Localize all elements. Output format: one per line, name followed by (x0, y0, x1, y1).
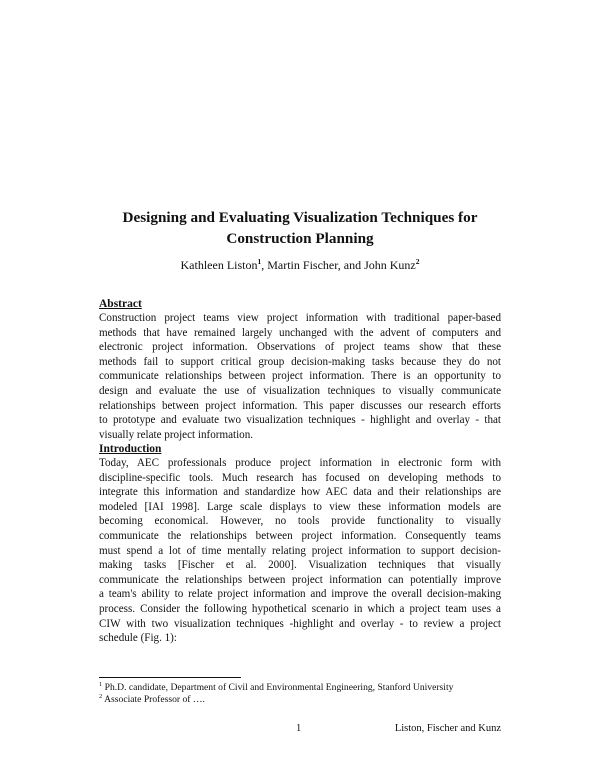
introduction-line: CIW with two visualization techniques -highlight and overlay - to review a project (99, 617, 501, 630)
introduction-line: communicate the relationships between project information can potentially improve (99, 573, 501, 586)
author-footnote-mark-2: 2 (415, 257, 420, 266)
abstract-line: visually relate project information. (99, 428, 254, 441)
abstract-line: methods that have remained largely unchanged with the advent of computers and (99, 326, 501, 339)
introduction-line: making tasks [Fischer et al. 2000]. Visualization techniques that visually (99, 559, 501, 572)
page-number: 1 (296, 723, 302, 734)
introduction-heading: Introduction (99, 443, 162, 455)
paper-title (60, 207, 540, 249)
introduction-line: modeled [IAI 1998]. Large scale displays to view these information models are (99, 500, 501, 513)
introduction-body (99, 456, 501, 646)
introduction-line: discipline-specific tools. Much research has focused on developing methods to (99, 471, 501, 484)
footnote-1 (99, 682, 453, 694)
footnote-1-text: Ph.D. candidate, Department of Civil and Environmental Engineering, Stanford University (104, 682, 454, 693)
footnote-divider (99, 677, 241, 678)
author-names-rest: , Martin Fischer, and John Kunz (261, 258, 416, 272)
introduction-line: a team's ability to relate project information and improve the overall decision-making (99, 588, 501, 601)
abstract-line: relationships between project information. This paper discusses our research efforts (99, 399, 501, 412)
title-line-2: Construction Planning (226, 230, 374, 247)
introduction-line: communicate the relationships between project information. Consequently teams (99, 529, 501, 542)
footnote-2 (99, 694, 205, 706)
abstract-line: design and evaluate the use of visualization techniques to visually communicate (99, 384, 501, 397)
introduction-line: process. Consider the following hypothetical scenario in which a project team uses a (99, 602, 501, 615)
introduction-line: becoming economical. However, no tools provide functionality to visually (99, 515, 501, 528)
introduction-line: must spend a lot of time mentally relating project information to support decision- (99, 544, 501, 557)
introduction-line: schedule (Fig. 1): (99, 632, 177, 645)
footnote-2-text: Associate Professor of …. (104, 694, 205, 705)
author-line (60, 257, 540, 273)
abstract-line: electronic project information. Observations of project teams show that these (99, 341, 501, 354)
introduction-line: integrate this information and standardize how AEC data and their relationships are (99, 486, 501, 499)
abstract-line: to prototype and evaluate two visualization techniques - highlight and overlay - that (99, 414, 501, 427)
footnote-1-mark: 1 (99, 681, 103, 688)
author-footnote-mark-1: 1 (257, 257, 262, 266)
author-name-1: Kathleen Liston (180, 258, 258, 272)
abstract-line: methods fail to support critical group decision-making tasks because they do not (99, 355, 501, 368)
footnote-2-mark: 2 (99, 693, 103, 700)
abstract-body (99, 311, 501, 442)
abstract-heading: Abstract (99, 298, 142, 310)
running-head: Liston, Fischer and Kunz (394, 723, 501, 734)
introduction-line: Today, AEC professionals produce project information in electronic form with (99, 457, 501, 469)
abstract-line: communicate relationships between project information. There is an opportunity to (99, 370, 501, 383)
title-line-1: Designing and Evaluating Visualization Techniques for (122, 209, 478, 226)
abstract-line: Construction project teams view project information with traditional paper-based (99, 312, 501, 324)
